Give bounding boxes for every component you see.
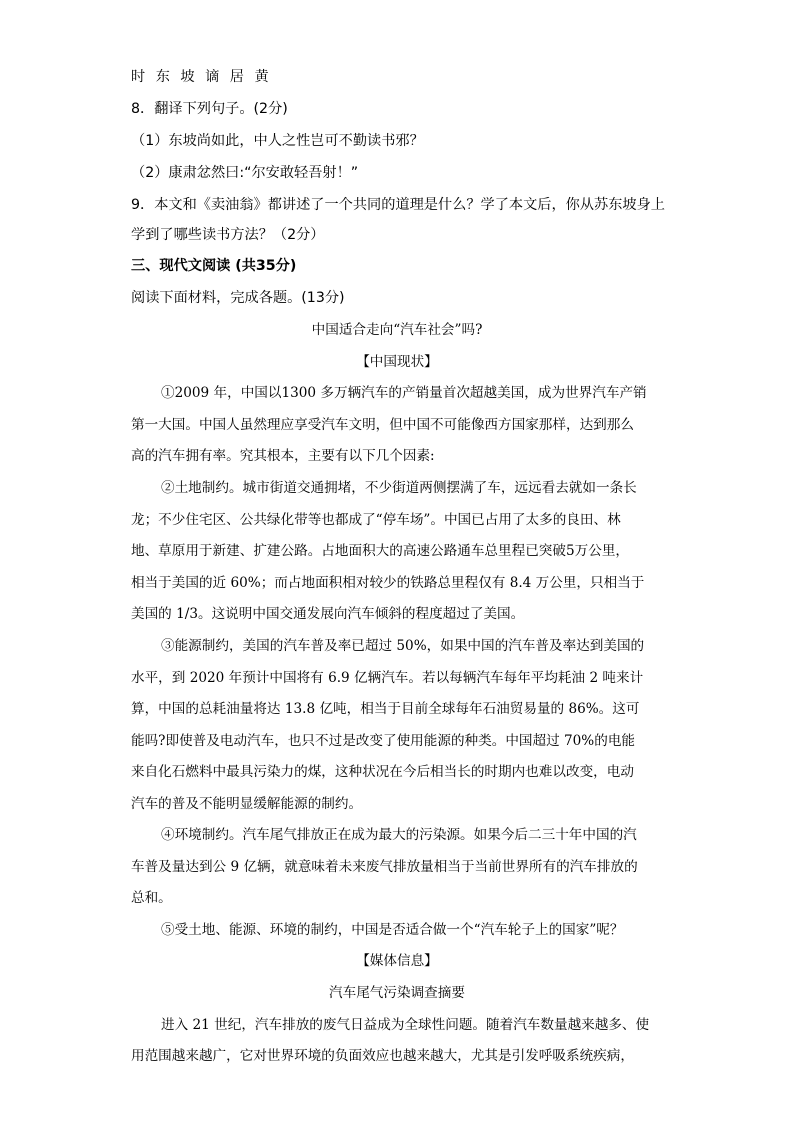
paragraph-line: 汽车的普及不能明显缓解能源的制约。 xyxy=(131,796,363,812)
question-8-item-2: （2）康肃忿然曰:“尔安敢轻吾射！” xyxy=(131,165,359,181)
paragraph-line: 第一大国。中国人虽然理应享受汽车文明，但中国不可能像西方国家那样，达到那么 xyxy=(131,417,634,433)
paragraph-line: 地、草原用于新建、扩建公路。占地面积大的高速公路通车总里程已突破5万公里， xyxy=(131,543,630,559)
paragraph-line: ③能源制约，美国的汽车普及率已超过 50%，如果中国的汽车普及率达到美国的 xyxy=(161,638,645,654)
question-8-item-1: （1）东坡尚如此，中人之性岂可不勤读书邪？ xyxy=(131,133,424,149)
paragraph-line: ⑤受土地、能源、环境的制约，中国是否适合做一个“汽车轮子上的国家”呢？ xyxy=(161,922,624,938)
section-title-media-info: 【媒体信息】 xyxy=(356,953,438,969)
paragraph-line: 总和。 xyxy=(131,890,172,906)
section-title-china-status: 【中国现状】 xyxy=(356,354,438,370)
question-8-heading: 8．翻译下列句子。(2分) xyxy=(131,101,288,117)
section-3-heading: 三、现代文阅读 (共35分) xyxy=(131,258,297,274)
question-9-line-1: 9．本文和《卖油翁》都讲述了一个共同的道理是什么？学了本文后，你从苏东坡身上 xyxy=(131,197,665,213)
paragraph-line: 车普及量达到公 9 亿辆，就意味着未来废气排放量相当于当前世界所有的汽车排放的 xyxy=(131,859,638,875)
article-title: 中国适合走向“汽车社会”吗? xyxy=(311,322,483,338)
top-line: 时 东 坡 谪 居 黄 xyxy=(131,69,272,85)
paragraph-line: 美国的 1/3。这说明中国交通发展向汽车倾斜的程度超过了美国。 xyxy=(131,606,525,622)
paragraph-line: 相当于美国的近 60%；而占地面积相对较少的铁路总里程仅有 8.4 万公里，只相当于 xyxy=(131,575,645,591)
paragraph-line: ①2009 年，中国以1300 多万辆汽车的产销量首次超越美国，成为世界汽车产销 xyxy=(161,385,647,401)
paragraph-line: 能吗?即使普及电动汽车，也只不过是改变了使用能源的种类。中国超过 70%的电能 xyxy=(131,733,636,749)
article-subtitle: 汽车尾气污染调查摘要 xyxy=(329,985,465,1001)
paragraph-line: 来自化石燃料中最具污染力的煤，这种状况在今后相当长的时期内也难以改变，电动 xyxy=(131,764,634,780)
paragraph-line: 用范围越来越广，它对世界环境的负面效应也越来越大，尤其是引发呼吸系统疾病， xyxy=(131,1048,634,1064)
paragraph-line: 进入 21 世纪，汽车排放的废气日益成为全球性问题。随着汽车数量越来越多、使 xyxy=(161,1017,650,1033)
paragraph-line: ④环境制约。汽车尾气排放正在成为最大的污染源。如果今后二三十年中国的汽 xyxy=(161,827,637,843)
question-9-line-2: 学到了哪些读书方法？（2分） xyxy=(131,227,325,243)
paragraph-line: 龙；不少住宅区、公共绿化带等也都成了“停车场”。中国已占用了太多的良田、林 xyxy=(131,512,621,528)
paragraph-line: 水平，到 2020 年预计中国将有 6.9 亿辆汽车。若以每辆汽车每年平均耗油 2 吨来计 xyxy=(131,670,644,686)
paragraph-line: ②土地制约。城市街道交通拥堵，不少街道两侧摆满了车，远远看去就如一条长 xyxy=(161,480,637,496)
paragraph-line: 算，中国的总耗油量将达 13.8 亿吨，相当于目前全球每年石油贸易量的 86%。这可 xyxy=(131,701,640,717)
section-3-instruction: 阅读下面材料，完成各题。(13分) xyxy=(131,290,345,306)
paragraph-line: 高的汽车拥有率。究其根本，主要有以下几个因素: xyxy=(131,448,435,464)
